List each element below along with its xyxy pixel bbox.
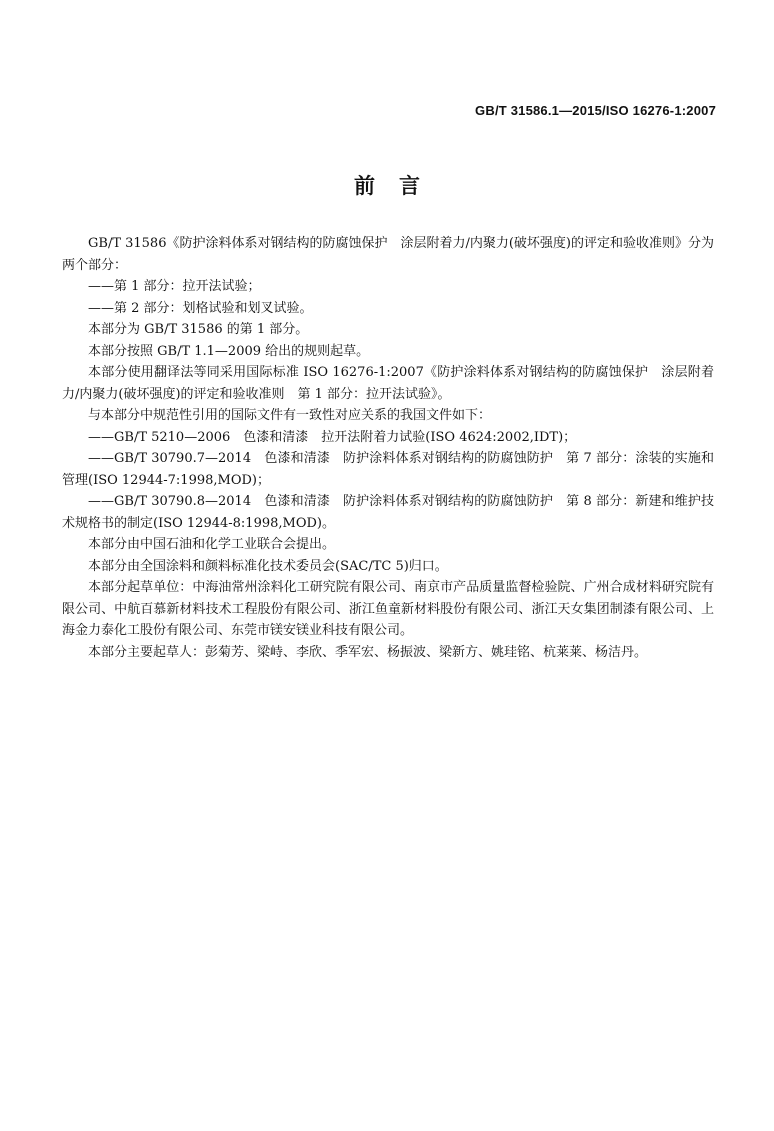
adoption-statement: 本部分使用翻译法等同采用国际标准 ISO 16276-1:2007《防护涂料体系对钢结构的防腐蚀保护 涂层附着力/内聚力(破坏强度)的评定和验收准则 第 1 部分：拉开法试验》。 (62, 365, 714, 402)
reference-item-gbt30790-8: ——GB/T 30790.8—2014 色漆和清漆 防护涂料体系对钢结构的防腐蚀防护 第 8 部分：新建和维护技术规格书的制定(ISO 12944-8:1998,MOD)。 (62, 494, 714, 531)
intro-paragraph: GB/T 31586《防护涂料体系对钢结构的防腐蚀保护 涂层附着力/内聚力(破坏强度)的评定和验收准则》分为两个部分： (62, 236, 715, 273)
page-title: 前言 (354, 174, 444, 198)
correspondence-intro: 与本部分中规范性引用的国际文件有一致性对应关系的我国文件如下： (88, 408, 492, 423)
proposer-statement: 本部分由中国石油和化学工业联合会提出。 (88, 537, 336, 552)
reference-item-gbt5210: ——GB/T 5210—2006 色漆和清漆 拉开法附着力试验(ISO 4624:2002,IDT)； (88, 429, 577, 445)
drafting-rules: 本部分按照 GB/T 1.1—2009 给出的规则起草。 (88, 343, 370, 359)
part-2-item: ——第 2 部分：划格试验和划叉试验。 (88, 300, 313, 316)
foreword-body (62, 233, 714, 663)
main-drafters: 本部分主要起草人：彭菊芳、梁峙、李欣、季军宏、杨振波、梁新方、姚珪铭、杭莱莱、杨洁丹。 (88, 644, 648, 660)
part-statement: 本部分为 GB/T 31586 的第 1 部分。 (88, 322, 309, 337)
part-1-item: ——第 1 部分：拉开法试验； (88, 279, 261, 294)
reference-item-gbt30790-7: ——GB/T 30790.7—2014 色漆和清漆 防护涂料体系对钢结构的防腐蚀防护 第 7 部分：涂装的实施和管理(ISO 12944-7:1998,MOD)； (62, 451, 714, 488)
committee-statement: 本部分由全国涂料和颜料标准化技术委员会(SAC/TC 5)归口。 (88, 558, 448, 574)
drafting-organizations: 本部分起草单位：中海油常州涂料化工研究院有限公司、南京市产品质量监督检验院、广州合成材料研究院有限公司、中航百慕新材料技术工程股份有限公司、浙江鱼童新材料股份有限公司、浙江天女集团制漆有限公司、上海金力泰化工股份有限公司、东莞市镁安镁业科技有限公司。 (62, 580, 714, 638)
standard-code-header: GB/T 31586.1—2015/ISO 16276-1:2007 (475, 103, 716, 118)
